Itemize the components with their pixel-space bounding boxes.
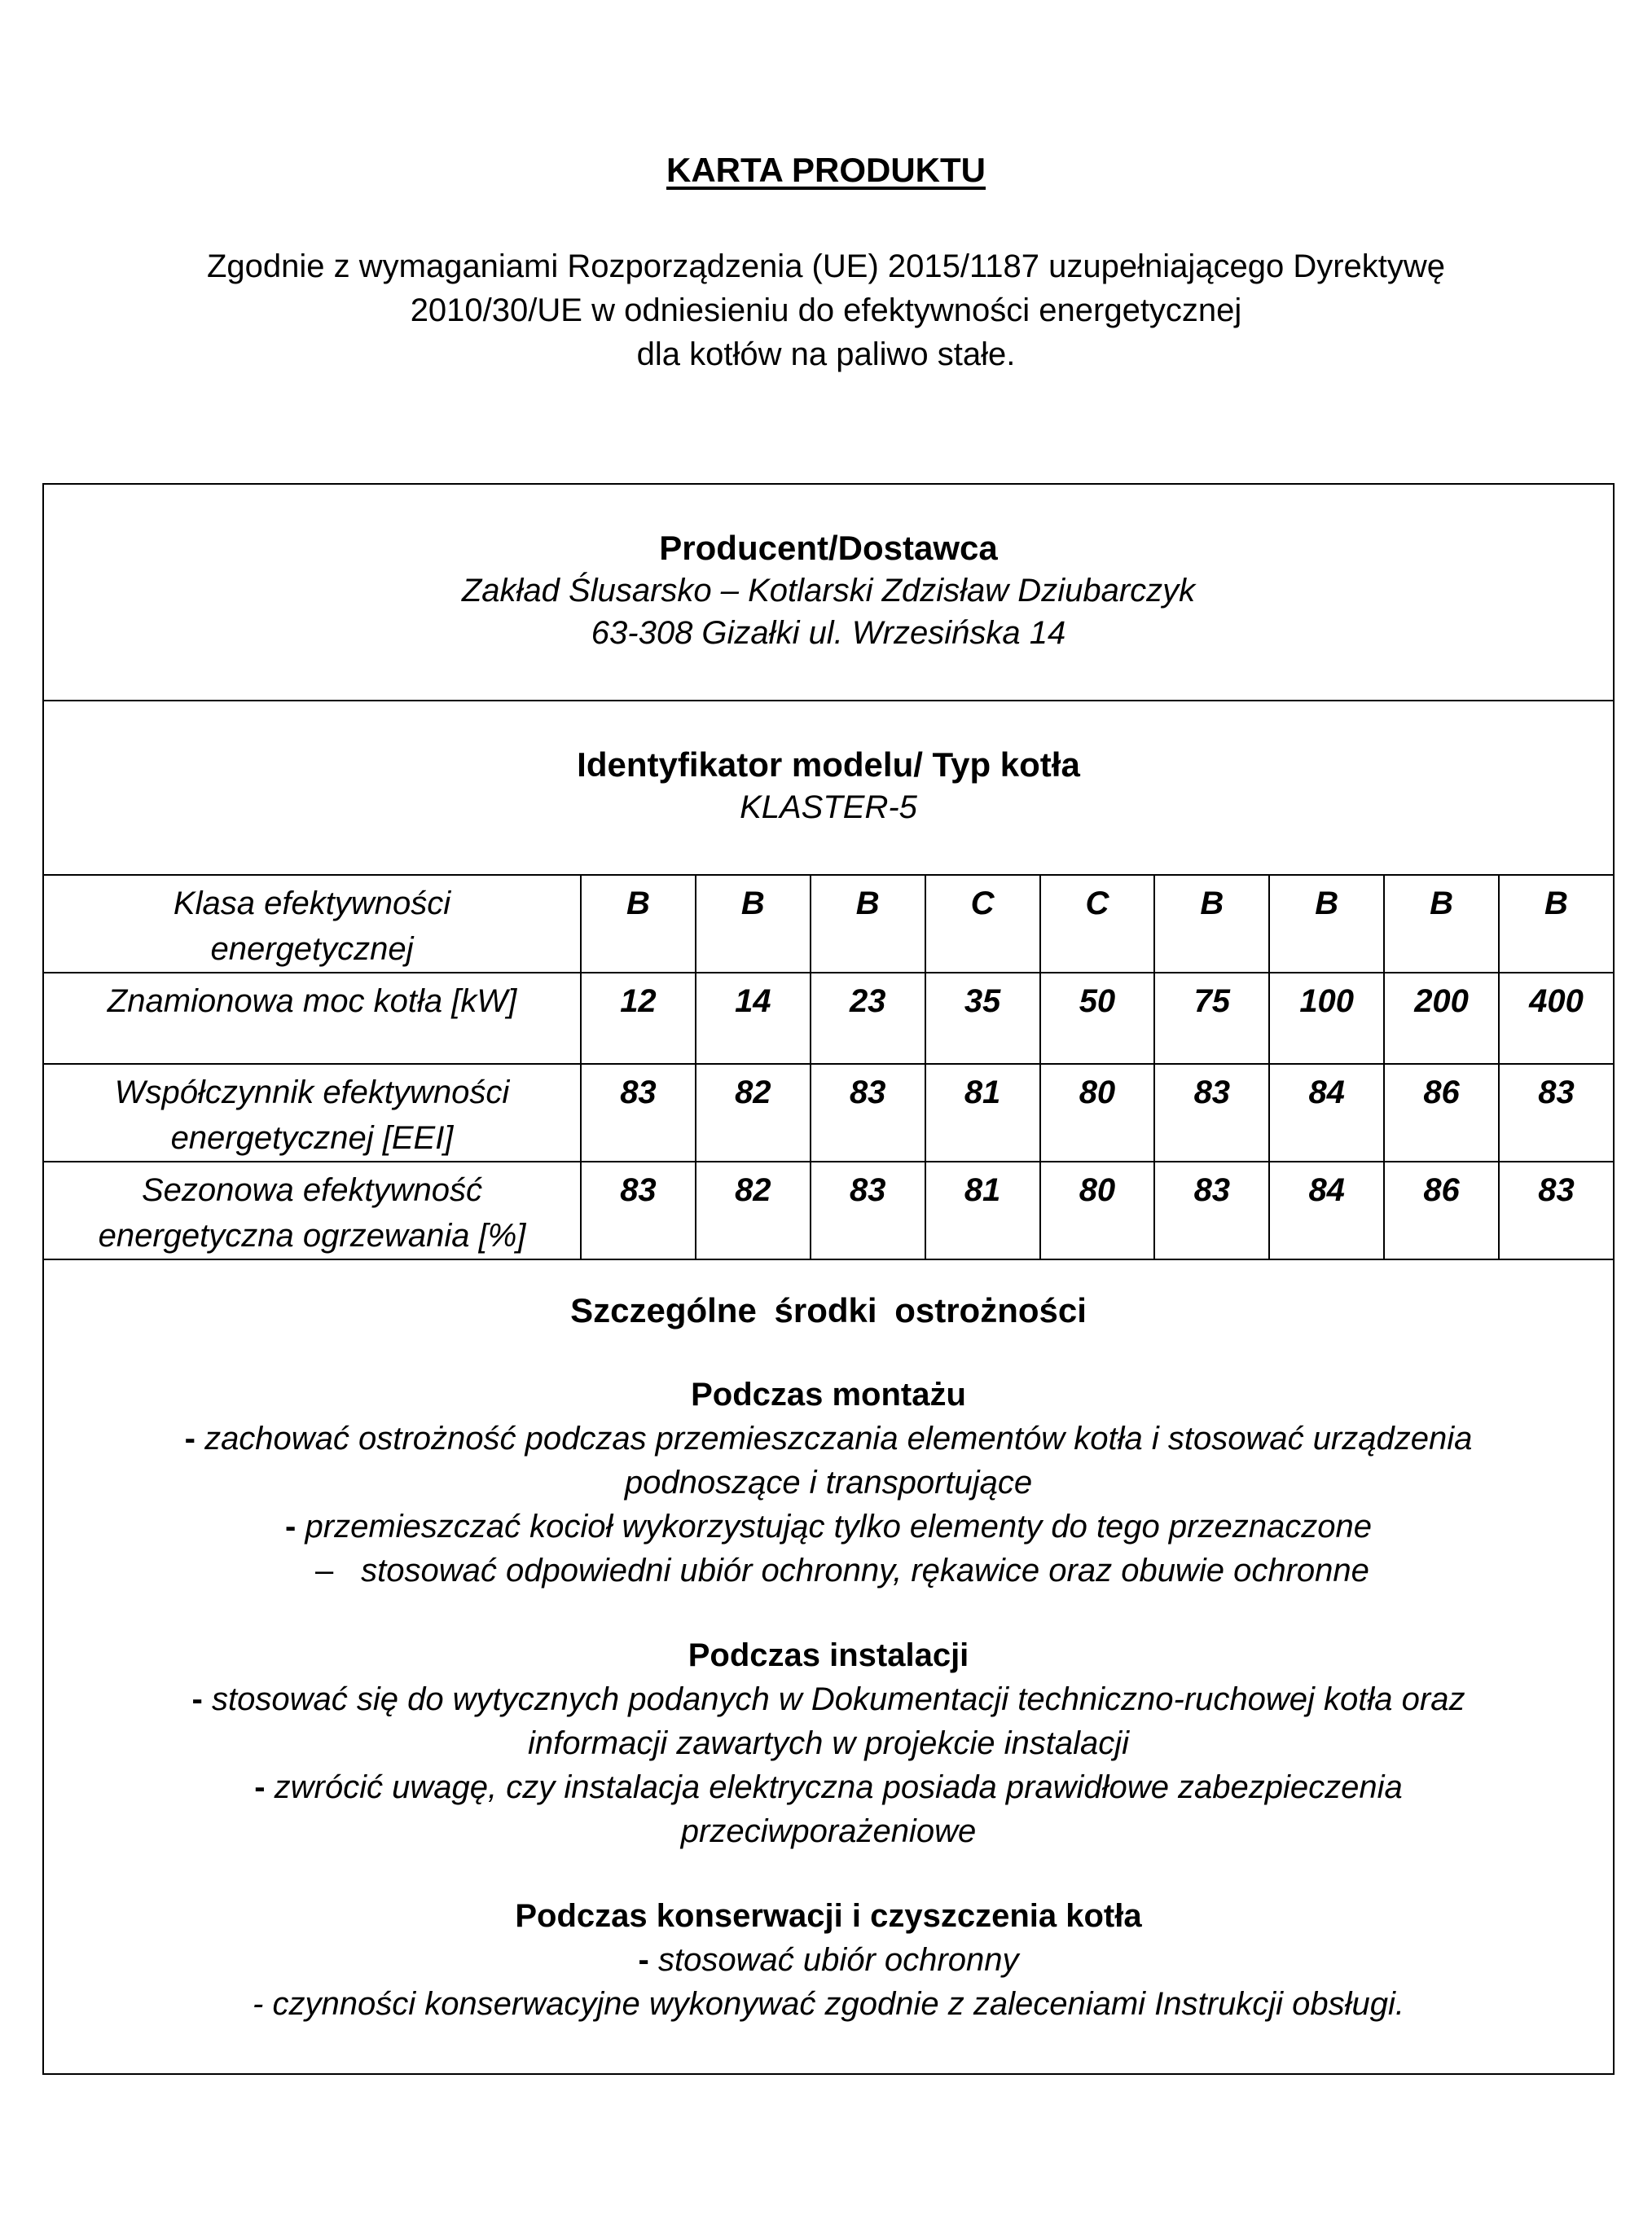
table-cell: 81 — [925, 1064, 1040, 1162]
maintenance-item-2: - czynności konserwacyjne wykonywać zgodnie z zaleceniami Instrukcji obsługi. — [253, 1986, 1404, 2022]
table-cell: 12 — [581, 973, 696, 1064]
table-cell: 81 — [925, 1162, 1040, 1259]
table-cell: 35 — [925, 973, 1040, 1064]
table-row — [43, 973, 1614, 1064]
intro-line-1: Zgodnie z wymaganiami Rozporządzenia (UE) 2015/1187 uzupełniającego Dyrektywę — [206, 248, 1446, 284]
mounting-item-2 — [44, 1505, 1613, 1549]
table-cell: 50 — [1040, 973, 1155, 1064]
row-label-line: Znamionowa moc kotła [kW] — [107, 983, 517, 1019]
table-cell: 83 — [811, 1064, 925, 1162]
intro-text — [0, 244, 1652, 376]
mounting-heading: Podczas montażu — [691, 1377, 966, 1413]
installation-item-1-cont: informacji zawartych w projekcie instalacji — [527, 1725, 1130, 1761]
dash-bullet: – — [314, 1553, 334, 1589]
table-row — [43, 1064, 1614, 1162]
table-cell: 83 — [1154, 1064, 1269, 1162]
maintenance-item-1 — [44, 1938, 1613, 1982]
installation-item-2-cont: przeciwporażeniowe — [680, 1813, 977, 1849]
table-cell: B — [1269, 875, 1384, 973]
table-row — [43, 875, 1614, 973]
table-cell: 100 — [1269, 973, 1384, 1064]
table-cell: 84 — [1269, 1162, 1384, 1259]
row-label — [43, 1064, 581, 1162]
table-cell: 14 — [696, 973, 811, 1064]
bullet: - — [638, 1942, 649, 1978]
table-cell: 83 — [811, 1162, 925, 1259]
table-cell: 23 — [811, 973, 925, 1064]
table-cell: 86 — [1384, 1064, 1499, 1162]
table-cell: 86 — [1384, 1162, 1499, 1259]
table-cell: 83 — [1499, 1162, 1614, 1259]
table-cell: 83 — [581, 1162, 696, 1259]
table-cell: 83 — [1154, 1162, 1269, 1259]
intro-line-2: 2010/30/UE w odniesieniu do efektywności energetycznej — [410, 292, 1242, 328]
maintenance-item-1-text: stosować ubiór ochronny — [657, 1942, 1019, 1978]
row-label-line: energetycznej — [210, 931, 414, 967]
page-title: KARTA PRODUKTU — [666, 151, 986, 189]
model-value: KLASTER-5 — [740, 789, 917, 825]
producer-name: Zakład Ślusarsko – Kotlarski Zdzisław Dziubarczyk — [461, 573, 1196, 609]
producer-address: 63-308 Gizałki ul. Wrzesińska 14 — [591, 615, 1066, 651]
installation-heading: Podczas instalacji — [688, 1637, 969, 1673]
bullet: - — [285, 1509, 297, 1545]
producer-heading: Producent/Dostawca — [659, 529, 998, 567]
table-cell: 82 — [696, 1162, 811, 1259]
row-label-line: Klasa efektywności — [173, 885, 451, 921]
intro-line-3: dla kotłów na paliwo stałe. — [636, 336, 1016, 372]
table-cell: 400 — [1499, 973, 1614, 1064]
table-cell: 83 — [1499, 1064, 1614, 1162]
row-label — [43, 973, 581, 1064]
bullet: - — [254, 1769, 266, 1805]
table-cell: 80 — [1040, 1064, 1155, 1162]
mounting-item-3-text: stosować odpowiedni ubiór ochronny, rękawice oraz obuwie ochronne — [361, 1553, 1369, 1589]
bullet: - — [184, 1421, 196, 1457]
installation-item-1-text: stosować się do wytycznych podanych w Dokumentacji techniczno-ruchowej kotła oraz — [211, 1681, 1465, 1717]
mounting-item-1-text: zachować ostrożność podczas przemieszczania elementów kotła i stosować urządzenia — [204, 1421, 1473, 1457]
table-cell: B — [1499, 875, 1614, 973]
table-cell: 80 — [1040, 1162, 1155, 1259]
table-cell: B — [581, 875, 696, 973]
table-cell: C — [1040, 875, 1155, 973]
table-cell: B — [811, 875, 925, 973]
parameters-table — [42, 874, 1615, 1260]
mounting-item-3 — [44, 1549, 1613, 1593]
table-cell: B — [696, 875, 811, 973]
table-cell: B — [1154, 875, 1269, 973]
table-cell: 75 — [1154, 973, 1269, 1064]
table-cell: C — [925, 875, 1040, 973]
maintenance-heading: Podczas konserwacji i czyszczenia kotła — [515, 1898, 1142, 1934]
table-cell: B — [1384, 875, 1499, 973]
bullet: - — [191, 1681, 203, 1717]
table-cell: 84 — [1269, 1064, 1384, 1162]
table-cell: 83 — [581, 1064, 696, 1162]
mounting-item-2-text: przemieszczać kocioł wykorzystując tylko elementy do tego przeznaczone — [305, 1509, 1372, 1545]
producer-section — [44, 485, 1613, 701]
model-heading: Identyfikator modelu/ Typ kotła — [577, 745, 1080, 784]
installation-item-2 — [44, 1765, 1613, 1809]
row-label — [43, 875, 581, 973]
row-label-line: Sezonowa efektywność — [141, 1172, 482, 1208]
mounting-item-1 — [44, 1417, 1613, 1461]
precautions-heading: Szczególne środki ostrożności — [570, 1291, 1087, 1329]
installation-item-1 — [44, 1677, 1613, 1721]
product-card — [42, 483, 1615, 2075]
row-label-line: Współczynnik efektywności — [114, 1074, 510, 1110]
installation-item-2-text: zwrócić uwagę, czy instalacja elektryczna posiada prawidłowe zabezpieczenia — [274, 1769, 1403, 1805]
mounting-item-1-cont: podnoszące i transportujące — [624, 1465, 1033, 1501]
row-label-line: energetycznej [EEI] — [170, 1120, 454, 1156]
model-section — [44, 701, 1613, 876]
row-label-line: energetyczna ogrzewania [%] — [98, 1218, 526, 1254]
table-cell: 82 — [696, 1064, 811, 1162]
precautions-section — [44, 1242, 1613, 2075]
table-cell: 200 — [1384, 973, 1499, 1064]
